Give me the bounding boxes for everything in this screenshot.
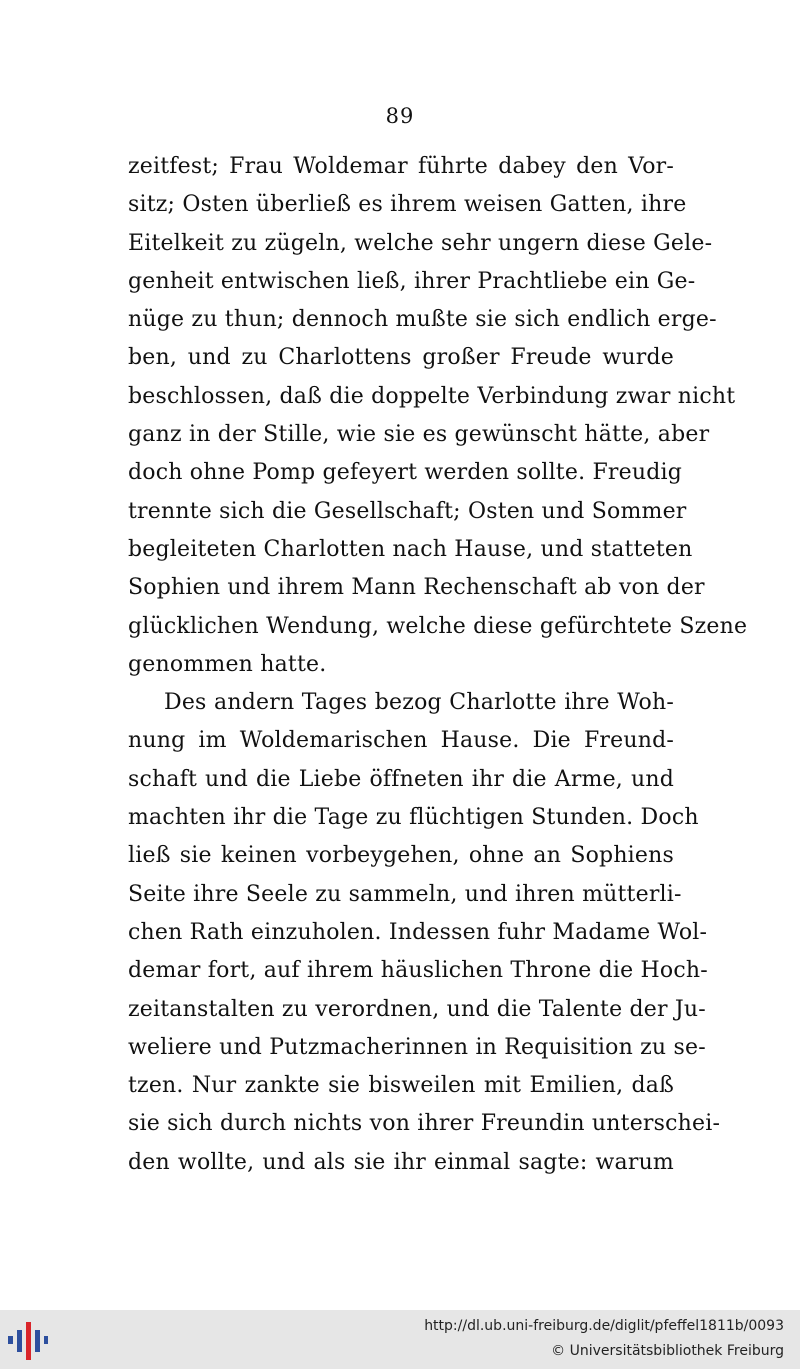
text-line: genheit entwischen ließ, ihrer Prachtliebe ein Ge- [128, 268, 696, 294]
text-line: tzen. Nur zankte sie bisweilen mit Emilien, daß [128, 1073, 674, 1099]
text-line: Des andern Tages bezog Charlotte ihre Woh- [164, 690, 674, 716]
text-line: doch ohne Pomp gefeyert werden sollte. Freudig [128, 460, 683, 486]
text-line: begleiteten Charlotten nach Hause, und statteten [128, 536, 693, 562]
text-line: sitz; Osten überließ es ihrem weisen Gatten, ihre [128, 192, 687, 218]
text-line: chen Rath einzuholen. Indessen fuhr Madame Wol- [128, 919, 708, 945]
text-line: Seite ihre Seele zu sammeln, und ihren mütterli- [128, 881, 682, 907]
text-line: ganz in der Stille, wie sie es gewünscht hätte, aber [128, 422, 710, 448]
text-line: zeitanstalten zu verordnen, und die Talente der Ju- [128, 996, 706, 1022]
footer-bar [0, 1310, 800, 1369]
text-line: sie sich durch nichts von ihrer Freundin unterschei- [128, 1111, 721, 1137]
text-line: machten ihr die Tage zu flüchtigen Stunden. Doch [128, 805, 699, 831]
text-line: zeitfest; Frau Woldemar führte dabey den Vor- [128, 154, 674, 179]
text-line: Sophien und ihrem Mann Rechenschaft ab von der [128, 575, 705, 601]
text-line: demar fort, auf ihrem häuslichen Throne die Hoch- [128, 958, 708, 984]
copyright-notice: © Universitätsbibliothek Freiburg [551, 1343, 784, 1359]
page-number: 89 [385, 104, 415, 128]
text-line: nung im Woldemarischen Hause. Die Freund- [128, 728, 674, 754]
page-text [128, 148, 748, 1182]
text-line: Eitelkeit zu zügeln, welche sehr ungern diese Gele- [128, 230, 713, 256]
permalink-url[interactable]: http://dl.ub.uni-freiburg.de/diglit/pfeffel1811b/0093 [424, 1318, 784, 1334]
text-line: den wollte, und als sie ihr einmal sagte: warum [128, 1149, 674, 1175]
text-line: schaft und die Liebe öffneten ihr die Arme, und [128, 766, 674, 792]
text-line: trennte sich die Gesellschaft; Osten und Sommer [128, 498, 687, 524]
text-line: genommen hatte. [128, 651, 327, 677]
university-logo-icon [6, 1318, 50, 1362]
text-line: nüge zu thun; dennoch mußte sie sich endlich erge- [128, 307, 717, 333]
text-line: beschlossen, daß die doppelte Verbindung zwar nicht [128, 383, 736, 409]
text-line: weliere und Putzmacherinnen in Requisition zu se- [128, 1034, 706, 1060]
text-line: ließ sie keinen vorbeygehen, ohne an Sophiens [128, 843, 674, 869]
text-line: glücklichen Wendung, welche diese gefürchtete Szene [128, 613, 748, 639]
text-line: ben, und zu Charlottens großer Freude wurde [128, 345, 674, 371]
